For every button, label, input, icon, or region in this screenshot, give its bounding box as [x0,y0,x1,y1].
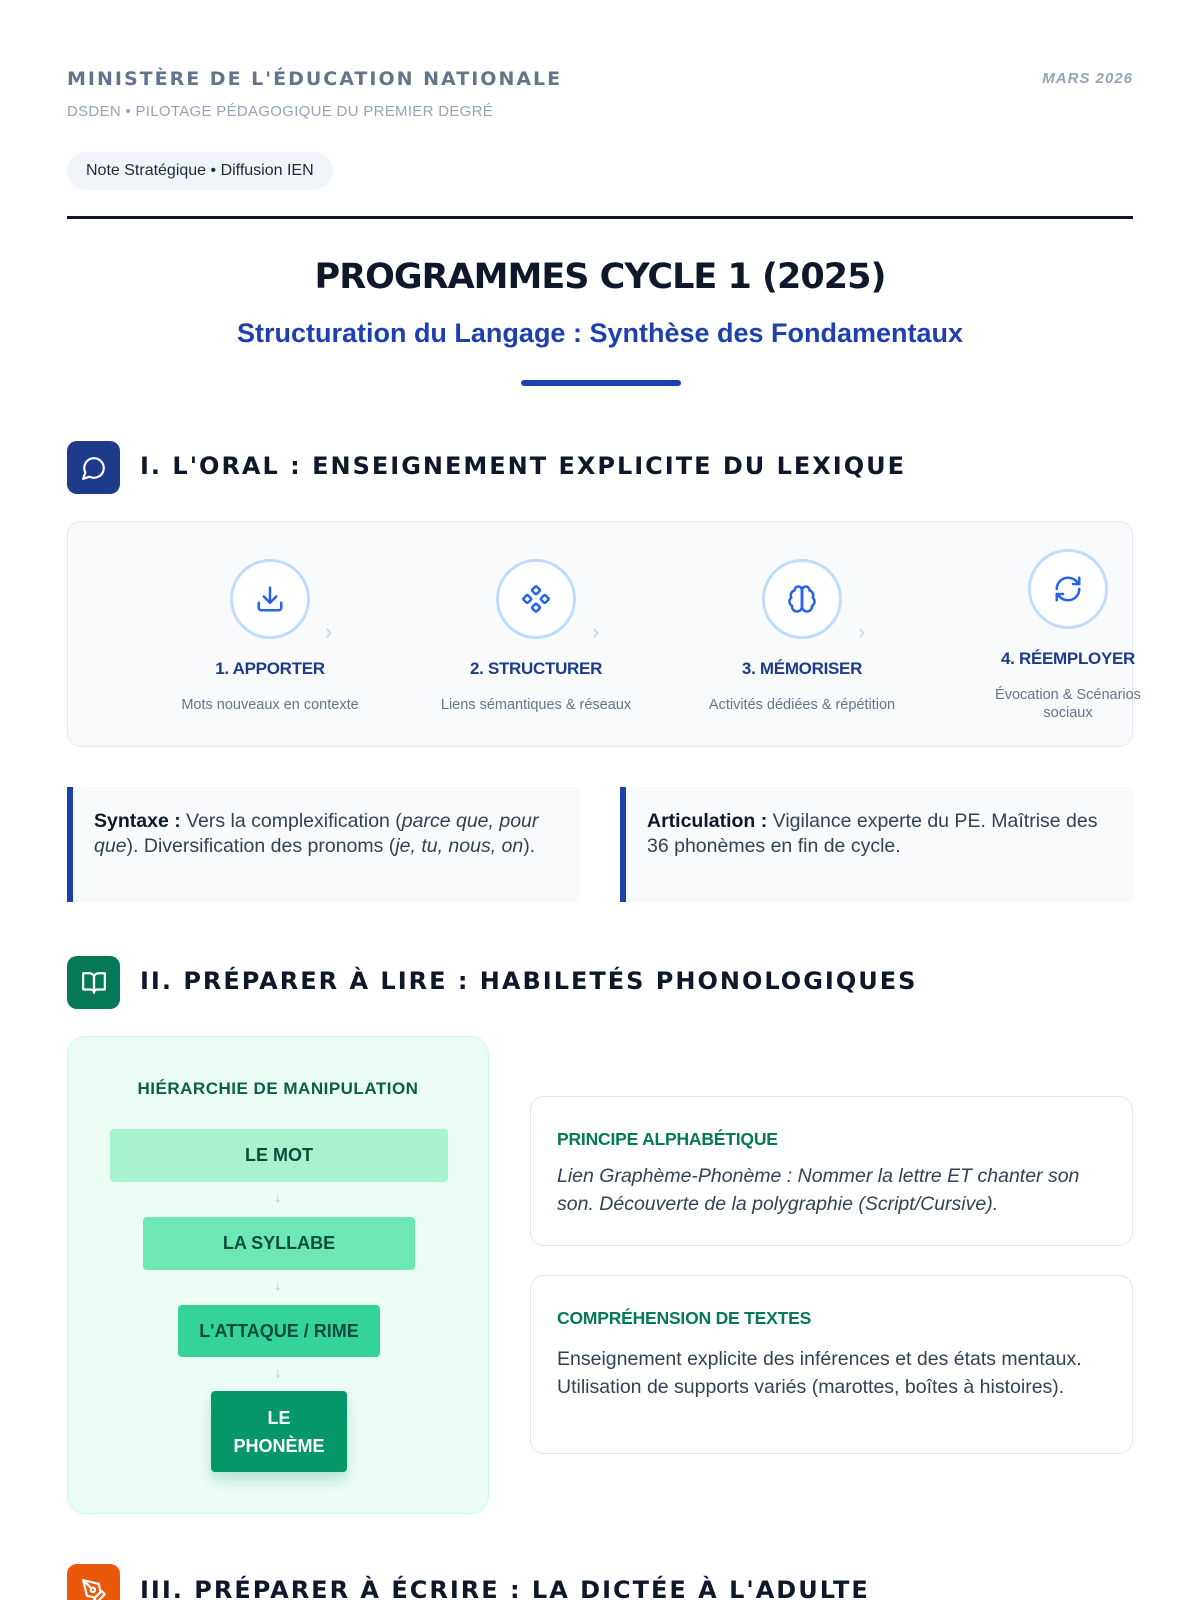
step-apporter [150,559,390,714]
chevron-right-icon: › [858,619,866,644]
step-label: 2. STRUCTURER [469,659,603,678]
text-comprehension-card [530,1275,1133,1454]
step-label: 3. MÉMORISER [741,659,863,678]
step-description: Liens sémantiques & réseaux [440,697,632,713]
card-title: PRINCIPE ALPHABÉTIQUE [557,1129,778,1149]
syntax-text-1: Vers la complexification ( [180,810,402,832]
section-oral-title: I. L'ORAL : ENSEIGNEMENT EXPLICITE DU LEXIQUE [140,452,907,480]
hierarchy-level-syllable: LA SYLLABE [143,1217,415,1270]
header-divider [67,216,1133,219]
publication-date: MARS 2026 [1042,70,1133,87]
ministry-name: MINISTÈRE DE L'ÉDUCATION NATIONALE [67,68,563,90]
syntax-text-3: ). [523,835,536,857]
syntax-note [67,787,580,902]
step-reemployer [948,549,1188,722]
brain-icon [762,559,842,639]
manipulation-hierarchy [67,1036,489,1514]
articulation-note [620,787,1133,902]
department-line: DSDEN • PILOTAGE PÉDAGOGIQUE DU PREMIER DEGRÉ [67,103,494,120]
hierarchy-level-onset-rime: L'ATTAQUE / RIME [178,1305,380,1357]
arrow-down-icon: ↓ [274,1364,282,1380]
card-text: Lien Graphème-Phonème : Nommer la lettre ET chanter son son. Découverte de la polygraphie (Script/Cursive). [557,1165,1080,1215]
hierarchy-title: HIÉRARCHIE DE MANIPULATION [137,1079,419,1098]
step-label: 1. APPORTER [215,659,325,678]
articulation-text: Vigilance experte du PE. Maîtrise des 36 phonèmes en fin de cycle. [647,810,1098,857]
diffusion-badge: Note Stratégique • Diffusion IEN [67,152,333,190]
section-writing-title: III. PRÉPARER À ÉCRIRE : LA DICTÉE À L'ADULTE [140,1576,870,1600]
page-title: PROGRAMMES CYCLE 1 (2025) [314,257,886,297]
refresh-icon [1028,549,1108,629]
hierarchy-level-phoneme: LE PHONÈME [211,1391,347,1472]
chevron-right-icon: › [592,619,600,644]
alphabetic-principle-card [530,1096,1133,1246]
syntax-label: Syntaxe : [94,810,181,832]
chevron-right-icon: › [325,619,333,644]
step-description: Activités dédiées & répétition [708,697,896,713]
step-label: 4. RÉEMPLOYER [1000,649,1136,668]
title-underline [521,380,681,386]
network-icon [496,559,576,639]
card-text: Enseignement explicite des inférences et des états mentaux. Utilisation de supports variés (marottes, boîtes à histoires). [557,1348,1082,1398]
step-description: Évocation & Scénarios sociaux [995,687,1141,721]
page-subtitle: Structuration du Langage : Synthèse des Fondamentaux [236,318,964,348]
syntax-text-2: ). Diversification des pronoms ( [126,835,396,857]
pen-icon [67,1564,120,1600]
book-icon [67,956,120,1009]
section-reading-title: II. PRÉPARER À LIRE : HABILETÉS PHONOLOGIQUES [140,967,918,995]
step-memoriser [682,559,922,714]
step-description: Mots nouveaux en contexte [181,697,359,713]
articulation-label: Articulation : [647,810,768,832]
lexicon-steps-card [67,521,1141,747]
syntax-example-1: parce que, pour que [94,810,539,857]
speech-bubble-icon [67,441,120,494]
card-title: COMPRÉHENSION DE TEXTES [557,1308,812,1328]
arrow-down-icon: ↓ [274,1277,282,1293]
download-icon [230,559,310,639]
syntax-example-2: je, tu, nous, on [395,835,524,857]
step-structurer [416,559,656,714]
hierarchy-level-word: LE MOT [110,1129,448,1182]
arrow-down-icon: ↓ [274,1189,282,1205]
